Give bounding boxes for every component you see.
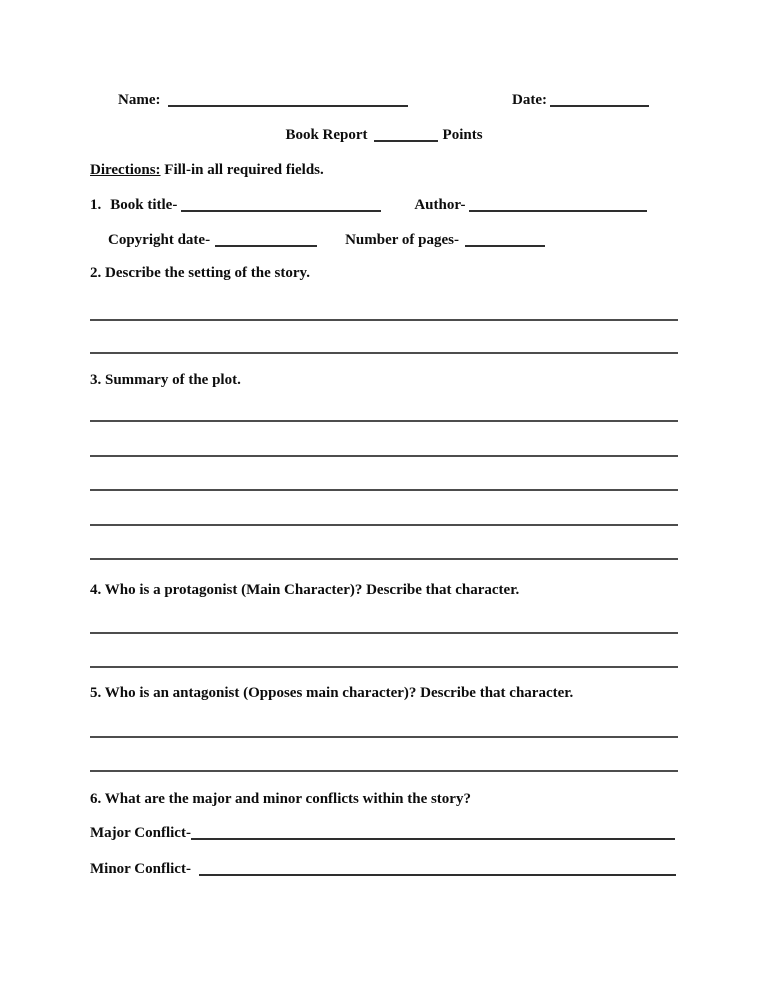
title-row bbox=[0, 126, 768, 146]
date-row bbox=[512, 91, 649, 111]
minor-conflict-label: Minor Conflict- bbox=[90, 861, 191, 877]
points-label: Points bbox=[442, 127, 483, 143]
author-label: Author- bbox=[414, 197, 466, 213]
minor-conflict-row bbox=[90, 860, 676, 880]
copyright-date-label: Copyright date- bbox=[108, 232, 211, 248]
minor-conflict-field-line[interactable] bbox=[199, 873, 676, 876]
q4-answer-line-2[interactable] bbox=[90, 666, 678, 668]
q2-answer-line-2[interactable] bbox=[90, 352, 678, 354]
question5-prompt: 5. Who is an antagonist (Opposes main character)? Describe that character. bbox=[90, 685, 574, 701]
q4-answer-line-1[interactable] bbox=[90, 632, 678, 634]
question1-number: 1. bbox=[90, 197, 102, 213]
q3-answer-line-1[interactable] bbox=[90, 420, 678, 422]
report-title: Book Report bbox=[285, 127, 368, 143]
q3-answer-line-5[interactable] bbox=[90, 558, 678, 560]
name-label: Name: bbox=[118, 92, 161, 108]
question3-prompt: 3. Summary of the plot. bbox=[90, 372, 241, 388]
q3-answer-line-2[interactable] bbox=[90, 455, 678, 457]
major-conflict-field-line[interactable] bbox=[191, 837, 675, 840]
date-field-line[interactable] bbox=[550, 104, 649, 107]
question4-prompt: 4. Who is a protagonist (Main Character)? Describe that character. bbox=[90, 582, 520, 598]
question1-row-a bbox=[90, 196, 647, 216]
date-label: Date: bbox=[512, 92, 547, 108]
q5-answer-line-2[interactable] bbox=[90, 770, 678, 772]
directions-label: Directions: bbox=[90, 162, 161, 178]
question1-row-b bbox=[108, 231, 545, 251]
question2-prompt: 2. Describe the setting of the story. bbox=[90, 265, 310, 281]
q5-answer-line-1[interactable] bbox=[90, 736, 678, 738]
author-field-line[interactable] bbox=[469, 209, 647, 212]
name-row bbox=[118, 91, 408, 111]
number-of-pages-field-line[interactable] bbox=[465, 244, 545, 247]
q3-answer-line-4[interactable] bbox=[90, 524, 678, 526]
number-of-pages-label: Number of pages- bbox=[345, 232, 459, 248]
directions-row bbox=[90, 161, 324, 181]
q2-answer-line-1[interactable] bbox=[90, 319, 678, 321]
question6-prompt: 6. What are the major and minor conflicts within the story? bbox=[90, 791, 471, 807]
points-field-line[interactable] bbox=[374, 139, 438, 142]
name-field-line[interactable] bbox=[168, 104, 408, 107]
directions-text: Fill-in all required fields. bbox=[164, 162, 324, 178]
copyright-date-field-line[interactable] bbox=[215, 244, 317, 247]
q3-answer-line-3[interactable] bbox=[90, 489, 678, 491]
book-title-label: Book title- bbox=[110, 197, 178, 213]
major-conflict-row bbox=[90, 824, 675, 844]
major-conflict-label: Major Conflict- bbox=[90, 825, 191, 841]
book-title-field-line[interactable] bbox=[181, 209, 381, 212]
